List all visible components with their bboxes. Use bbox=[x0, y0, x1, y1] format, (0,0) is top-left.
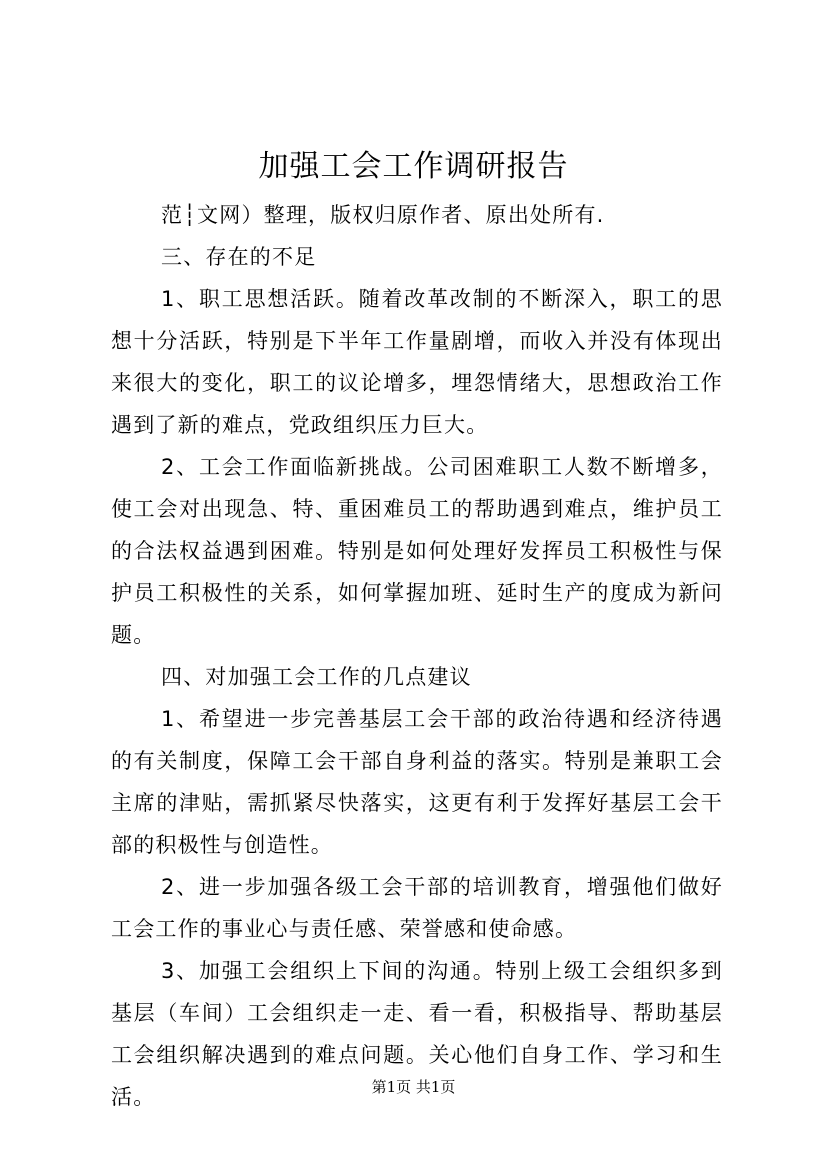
paragraph-suggestion-3: 3、加强工会组织上下间的沟通。特别上级工会组织多到基层（车间）工会组织走一走、看一看，积极指导、帮助基层工会组织解决遇到的难点问题。关心他们自身工作、学习和生活。 bbox=[111, 959, 723, 1109]
paragraph-suggestion-1: 1、希望进一步完善基层工会干部的政治待遇和经济待遇的有关制度，保障工会干部自身利益的落实。特别是兼职工会主席的津贴，需抓紧尽快落实，这更有利于发挥好基层工会干部的积极性与创造性。 bbox=[111, 707, 723, 857]
paragraph-suggestion-2: 2、进一步加强各级工会干部的培训教育，增强他们做好工会工作的事业心与责任感、荣誉感和使命感。 bbox=[111, 875, 723, 941]
source-note: 范┆文网）整理，版权归原作者、原出处所有. bbox=[161, 203, 605, 227]
paragraph-union-challenges: 2、工会工作面临新挑战。公司困难职工人数不断增多，使工会对出现急、特、重困难员工的帮助遇到难点，维护员工的合法权益遇到困难。特别是如何处理好发挥员工积极性与保护员工积极性的关系，如何掌握加班、延时生产的度成为新问题。 bbox=[111, 455, 723, 647]
paragraph-employee-thinking: 1、职工思想活跃。随着改革改制的不断深入，职工的思想十分活跃，特别是下半年工作量剧增，而收入并没有体现出来很大的变化，职工的议论增多，埋怨情绪大，思想政治工作遇到了新的难点，党政组织压力巨大。 bbox=[111, 287, 723, 437]
section-heading-shortcomings: 三、存在的不足 bbox=[161, 245, 317, 269]
section-heading-suggestions: 四、对加强工会工作的几点建议 bbox=[161, 665, 472, 689]
document-body bbox=[111, 194, 723, 1118]
document-title: 加强工会工作调研报告 bbox=[258, 149, 569, 184]
page-number-footer: 第1页 共1页 bbox=[371, 1078, 456, 1096]
